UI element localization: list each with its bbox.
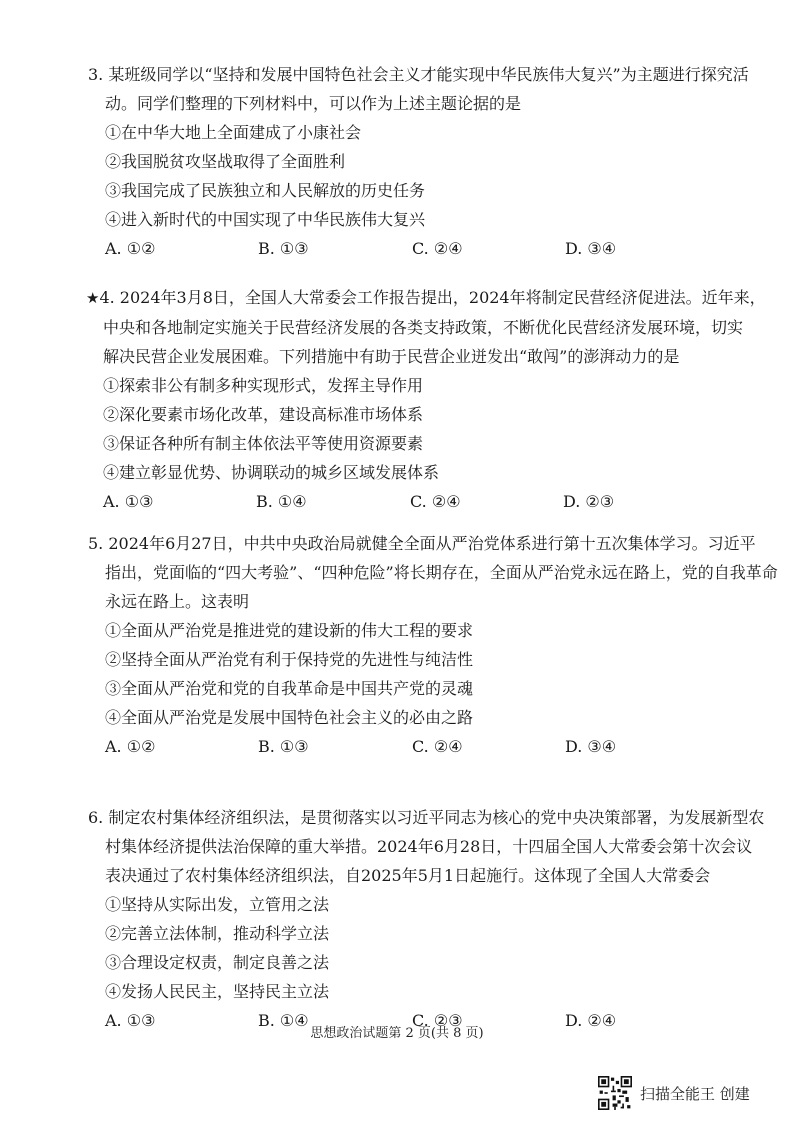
option-statement: ②完善立法体制，推动科学立法 <box>105 924 330 943</box>
question-5 <box>88 529 778 761</box>
option-statement: ①全面从严治党是推进党的建设新的伟大工程的要求 <box>105 621 474 640</box>
choice-c[interactable]: C. ②④ <box>412 239 463 258</box>
question-stem-line: 6. 制定农村集体经济组织法，是贯彻落实以习近平同志为核心的党中央决策部署，为发展新型农 <box>88 808 765 827</box>
option-statement: ②我国脱贫攻坚战取得了全面胜利 <box>105 152 346 171</box>
option-statement: ②坚持全面从严治党有利于保持党的先进性与纯洁性 <box>105 650 474 669</box>
option-statement: ①探索非公有制多种实现形式，发挥主导作用 <box>103 376 424 395</box>
option-statement: ④进入新时代的中国实现了中华民族伟大复兴 <box>105 210 426 229</box>
question-stem-line: ★4. 2024年3月8日，全国人大常委会工作报告提出，2024年将制定民营经济促进法。近年来， <box>86 288 766 307</box>
option-statement: ①在中华大地上全面建成了小康社会 <box>105 123 362 142</box>
option-statement: ①坚持从实际出发，立管用之法 <box>105 895 330 914</box>
page-footer: 思想政治试题第 2 页(共 8 页) <box>310 1026 484 1041</box>
choice-a[interactable]: A. ①② <box>105 239 156 258</box>
choice-d[interactable]: D. ③④ <box>565 737 617 756</box>
option-statement: ②深化要素市场化改革，建设高标准市场体系 <box>103 405 424 424</box>
question-stem-line: 3. 某班级同学以“坚持和发展中国特色社会主义才能实现中华民族伟大复兴”为主题进行探究活 <box>88 65 749 84</box>
choice-c[interactable]: C. ②④ <box>412 737 463 756</box>
choice-b[interactable]: B. ①④ <box>256 492 307 511</box>
option-statement: ③保证各种所有制主体依法平等使用资源要素 <box>103 434 424 453</box>
star-icon: ★ <box>86 289 100 307</box>
choice-a[interactable]: A. ①② <box>105 737 156 756</box>
option-statement: ③合理设定权责，制定良善之法 <box>105 953 330 972</box>
scanner-watermark-text: 扫描全能王 创建 <box>640 1084 750 1103</box>
choice-d[interactable]: D. ③④ <box>565 239 617 258</box>
question-4 <box>86 283 766 516</box>
question-stem-line: 5. 2024年6月27日，中共中央政治局就健全全面从严治党体系进行第十五次集体学习。习近平 <box>88 534 756 553</box>
option-statement: ④全面从严治党是发展中国特色社会主义的必由之路 <box>105 708 474 727</box>
question-stem-line: 永远在路上。这表明 <box>105 592 250 611</box>
choice-c[interactable]: C. ②④ <box>410 492 461 511</box>
choice-d[interactable]: D. ②③ <box>563 492 615 511</box>
scanner-watermark <box>598 1076 750 1110</box>
answer-choices <box>105 732 688 761</box>
answer-choices <box>103 487 686 516</box>
option-statement: ③我国完成了民族独立和人民解放的历史任务 <box>105 181 426 200</box>
option-statement: ③全面从严治党和党的自我革命是中国共产党的灵魂 <box>105 679 474 698</box>
question-3 <box>88 60 749 263</box>
choice-a[interactable]: A. ①③ <box>103 492 154 511</box>
question-6 <box>88 803 765 1035</box>
question-stem-line: 指出，党面临的“四大考验”、“四种危险”将长期存在，全面从严治党永远在路上，党的自我革命 <box>105 563 778 582</box>
qr-code-icon <box>598 1076 632 1110</box>
question-stem-line: 动。同学们整理的下列材料中，可以作为上述主题论据的是 <box>105 94 522 113</box>
question-stem-line: 解决民营企业发展困难。下列措施中有助于民营企业迸发出“敢闯”的澎湃动力的是 <box>103 347 680 366</box>
question-stem-line: 中央和各地制定实施关于民营经济发展的各类支持政策，不断优化民营经济发展环境，切实 <box>103 318 744 337</box>
choice-b[interactable]: B. ①③ <box>258 737 309 756</box>
choice-c[interactable]: C. ②③ <box>412 1011 463 1030</box>
choice-b[interactable]: B. ①④ <box>258 1011 309 1030</box>
choice-b[interactable]: B. ①③ <box>258 239 309 258</box>
question-stem-line: 村集体经济提供法治保障的重大举措。2024年6月28日，十四届全国人大常委会第十次会议 <box>105 837 753 856</box>
option-statement: ④发扬人民民主，坚持民主立法 <box>105 982 330 1001</box>
question-stem-line: 表决通过了农村集体经济组织法，自2025年5月1日起施行。这体现了全国人大常委会 <box>105 866 711 885</box>
choice-d[interactable]: D. ②④ <box>565 1011 617 1030</box>
answer-choices <box>105 234 688 263</box>
choice-a[interactable]: A. ①③ <box>105 1011 156 1030</box>
option-statement: ④建立彰显优势、协调联动的城乡区域发展体系 <box>103 463 440 482</box>
